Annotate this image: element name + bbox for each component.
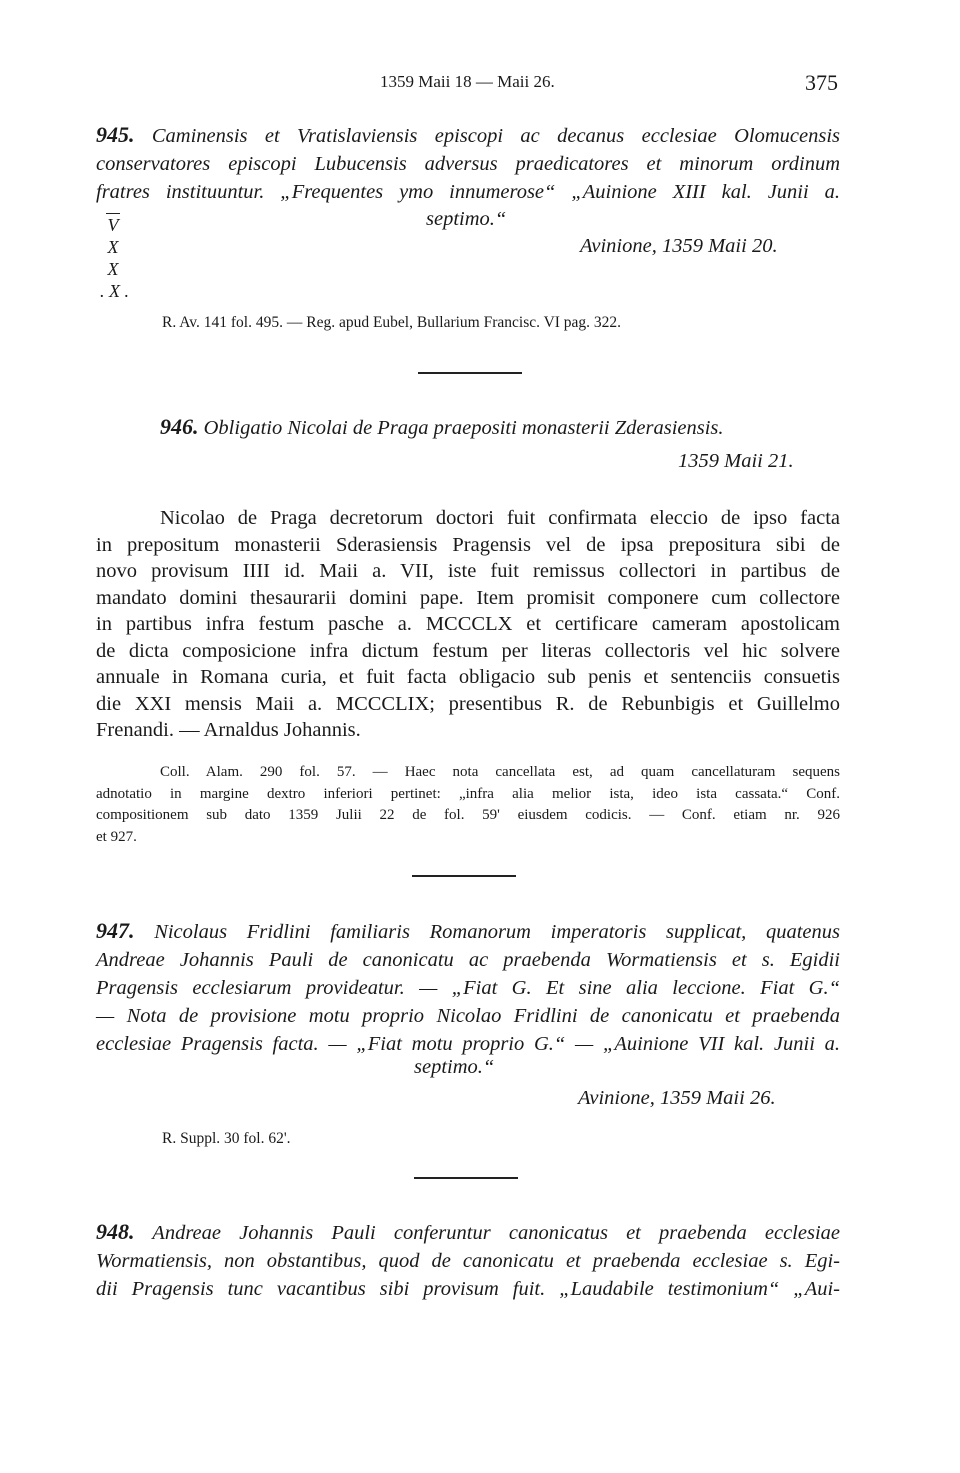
entry-date: 1359 Maii 21.	[678, 450, 794, 472]
text-line: die XXI mensis Maii a. MCCCLIX; presentibus R. de Rebunbigis et Guillelmo	[96, 692, 840, 715]
text-line: in prepositum monasterii Sderasiensis Pragensis vel de ipsa prepositura sibi de	[96, 533, 840, 556]
section-divider	[418, 372, 522, 374]
entry-948-regest	[96, 1218, 840, 1303]
margin-mark: X	[107, 259, 119, 279]
source-reference: R. Av. 141 fol. 495. — Reg. apud Eubel, Bullarium Francisc. VI pag. 322.	[162, 314, 622, 331]
text-line: Frenandi. — Arnaldus Johannis.	[96, 719, 361, 741]
regest-line: Nicolaus Fridlini familiaris Romanorum imperatoris supplicat, quatenus	[154, 921, 840, 943]
text-line: in partibus infra festum pasche a. MCCCLX et certificare cameram apostolicam	[96, 613, 840, 635]
regest-last-line: septimo.“	[414, 1056, 495, 1078]
place-date: Avinione, 1359 Maii 26.	[578, 1087, 776, 1109]
regest-line: dii Pragensis tunc vacantibus sibi provisum fuit. „Laudabile testimonium“ „Aui-	[96, 1278, 840, 1300]
note-line: Coll. Alam. 290 fol. 57. — Haec nota cancellata est, ad quam cancellaturam sequens	[160, 764, 840, 780]
entry-947-regest	[96, 917, 840, 1058]
note-line: et 927.	[96, 828, 137, 845]
entry-945-regest	[96, 121, 840, 206]
margin-mark: . X .	[100, 281, 129, 301]
margin-mark: X	[107, 237, 119, 257]
regest-line: conservatores episcopi Lubucensis adversus praedicatores et minorum ordinum	[96, 153, 840, 175]
regest-line: Wormatiensis, non obstantibus, quod de canonicatu et praebenda ecclesiae s. Egi-	[96, 1250, 840, 1272]
section-divider	[412, 875, 516, 877]
entry-946-title	[160, 413, 724, 442]
entry-number: 945.	[96, 122, 135, 147]
margin-mark: V	[107, 215, 119, 235]
regest-line: Andreae Johannis Pauli de canonicatu ac praebenda Wormatiensis et s. Egidii	[96, 949, 840, 971]
text-line: Nicolao de Praga decretorum doctori fuit confirmata eleccio de ipso facta	[160, 507, 840, 529]
text-line: mandato domini thesaurarii domini pape. Item promisit componere cum collectore	[96, 586, 840, 609]
source-reference: R. Suppl. 30 fol. 62'.	[162, 1130, 291, 1147]
page-number: 375	[805, 70, 838, 95]
regest-line: fratres instituuntur. „Frequentes ymo innumerose“ „Auinione XIII kal. Junii a.	[96, 181, 840, 203]
regest-last-line: septimo.“	[426, 208, 507, 230]
regest-line: — Nota de provisione motu proprio Nicolao Fridlini de canonicatu et praebenda	[96, 1005, 840, 1027]
margin-marks	[100, 213, 129, 302]
entry-title: Obligatio Nicolai de Praga praepositi monasterii Zderasiensis.	[203, 417, 724, 439]
regest-line: Andreae Johannis Pauli conferuntur canonicatus et praebenda ecclesiae	[152, 1222, 840, 1244]
text-line: annuale in Romana curia, et fuit facta obligacio sub penis et sentenciis consuetis	[96, 666, 840, 688]
note-line: adnotatio in margine dextro inferiori pertinet: „infra alia melior ista, ideo ista cassata.“ Conf.	[96, 785, 840, 802]
entry-number: 948.	[96, 1219, 135, 1244]
place-date: Avinione, 1359 Maii 20.	[580, 235, 778, 257]
note-line: compositionem sub dato 1359 Julii 22 de fol. 59' eiusdem codicis. — Conf. etiam nr. 926	[96, 807, 840, 823]
regest-line: Pragensis ecclesiarum provideatur. — „Fiat G. Et sine alia leccione. Fiat G.“	[96, 977, 840, 999]
section-divider	[414, 1177, 518, 1179]
entry-number: 947.	[96, 918, 135, 943]
text-line: de dicta composicione infra dictum festum per literas collectoris vel hic solvere	[96, 639, 840, 662]
entry-number: 946.	[160, 414, 199, 439]
running-head: 1359 Maii 18 — Maii 26.	[380, 72, 555, 91]
entry-946-text	[96, 505, 840, 744]
entry-946-note	[96, 762, 840, 848]
regest-line: Caminensis et Vratislaviensis episcopi ac decanus ecclesiae Olomucensis	[151, 125, 840, 147]
text-line: novo provisum IIII id. Maii a. VII, iste fuit remissus collectori in partibus de	[96, 560, 840, 582]
regest-line: ecclesiae Pragensis facta. — „Fiat motu proprio G.“ — „Auinione VII kal. Junii a.	[96, 1033, 840, 1055]
